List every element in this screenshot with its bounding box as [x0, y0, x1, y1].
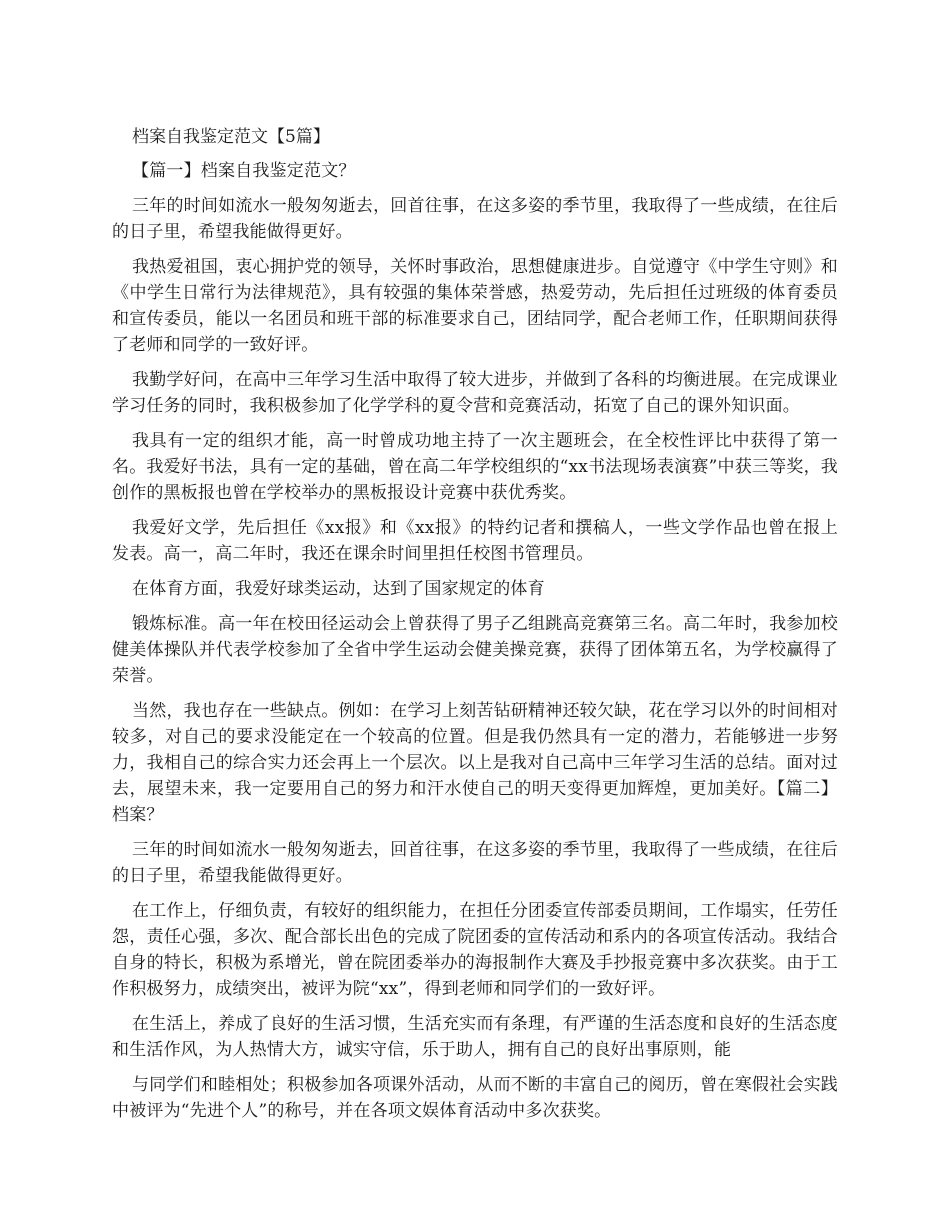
- document-page: [112, 124, 838, 1133]
- paragraph: 与同学们和睦相处；积极参加各项课外活动，从而不断的丰富自己的阅历，曾在寒假社会实践中被评为“先进个人”的称号，并在各项文娱体育活动中多次获奖。: [112, 1075, 838, 1121]
- paragraph: 我具有一定的组织才能，高一时曾成功地主持了一次主题班会，在全校性评比中获得了第一名。我爱好书法，具有一定的基础，曾在高二年学校组织的“xx书法现场表演赛”中获三等奖，我创作的黑板报也曾在学校举办的黑板报设计竞赛中获优秀奖。: [112, 431, 838, 503]
- paragraph: 我热爱祖国，衷心拥护党的领导，关怀时事政治，思想健康进步。自觉遵守《中学生守则》和《中学生日常行为法律规范》，具有较强的集体荣誉感，热爱劳动，先后担任过班级的体育委员和宣传委员，能以一名团员和班干部的标准要求自己，团结同学，配合老师工作，任职期间获得了老师和同学的一致好评。: [112, 257, 838, 355]
- paragraph: 三年的时间如流水一般匆匆逝去，回首往事，在这多姿的季节里，我取得了一些成绩，在往后的日子里，希望我能做得更好。: [112, 840, 838, 886]
- paragraph: 三年的时间如流水一般匆匆逝去，回首往事，在这多姿的季节里，我取得了一些成绩，在往后的日子里，希望我能做得更好。: [112, 196, 838, 242]
- paragraph: 当然，我也存在一些缺点。例如：在学习上刻苦钻研精神还较欠缺，花在学习以外的时间相对较多，对自己的要求没能定在一个较高的位置。但是我仍然具有一定的潜力，若能够进一步努力，我相自己的综合实力还会再上一个层次。以上是我对自己高中三年学习生活的总结。面对过去，展望未来，我一定要用自己的努力和汗水使自己的明天变得更加辉煌，更加美好。【篇二】档案？: [112, 701, 838, 825]
- document-title: 档案自我鉴定范文【5篇】: [132, 127, 330, 147]
- section-heading: 【篇一】档案自我鉴定范文？: [132, 161, 356, 181]
- paragraph: 在工作上，仔细负责，有较好的组织能力，在担任分团委宣传部委员期间，工作塌实，任劳任怨，责任心强，多次、配合部长出色的完成了院团委的宣传活动和系内的各项宣传活动。我结合自身的特长，积极为系增光，曾在院团委举办的海报制作大赛及手抄报竞赛中多次获奖。由于工作积极努力，成绩突出，被评为院“xx”，得到老师和同学们的一致好评。: [112, 901, 838, 999]
- paragraph: 锻炼标准。高一年在校田径运动会上曾获得了男子乙组跳高竞赛第三名。高二年时，我参加校健美体操队并代表学校参加了全省中学生运动会健美操竞赛，获得了团体第五名，为学校赢得了荣誉。: [112, 614, 838, 686]
- paragraph: 我爱好文学，先后担任《xx报》和《xx报》的特约记者和撰稿人，一些文学作品也曾在报上发表。高一，高二年时，我还在课余时间里担任校图书管理员。: [112, 518, 838, 564]
- document-body: [112, 158, 838, 1124]
- paragraph: 在生活上，养成了良好的生活习惯，生活充实而有条理，有严谨的生活态度和良好的生活态度和生活作风，为人热情大方，诚实守信，乐于助人，拥有自己的良好出事原则，能: [112, 1014, 838, 1060]
- paragraph: 在体育方面，我爱好球类运动，达到了国家规定的体育: [132, 579, 545, 599]
- paragraph: 我勤学好问，在高中三年学习生活中取得了较大进步，并做到了各科的均衡进展。在完成课业学习任务的同时，我积极参加了化学学科的夏令营和竞赛活动，拓宽了自己的课外知识面。: [112, 370, 838, 416]
